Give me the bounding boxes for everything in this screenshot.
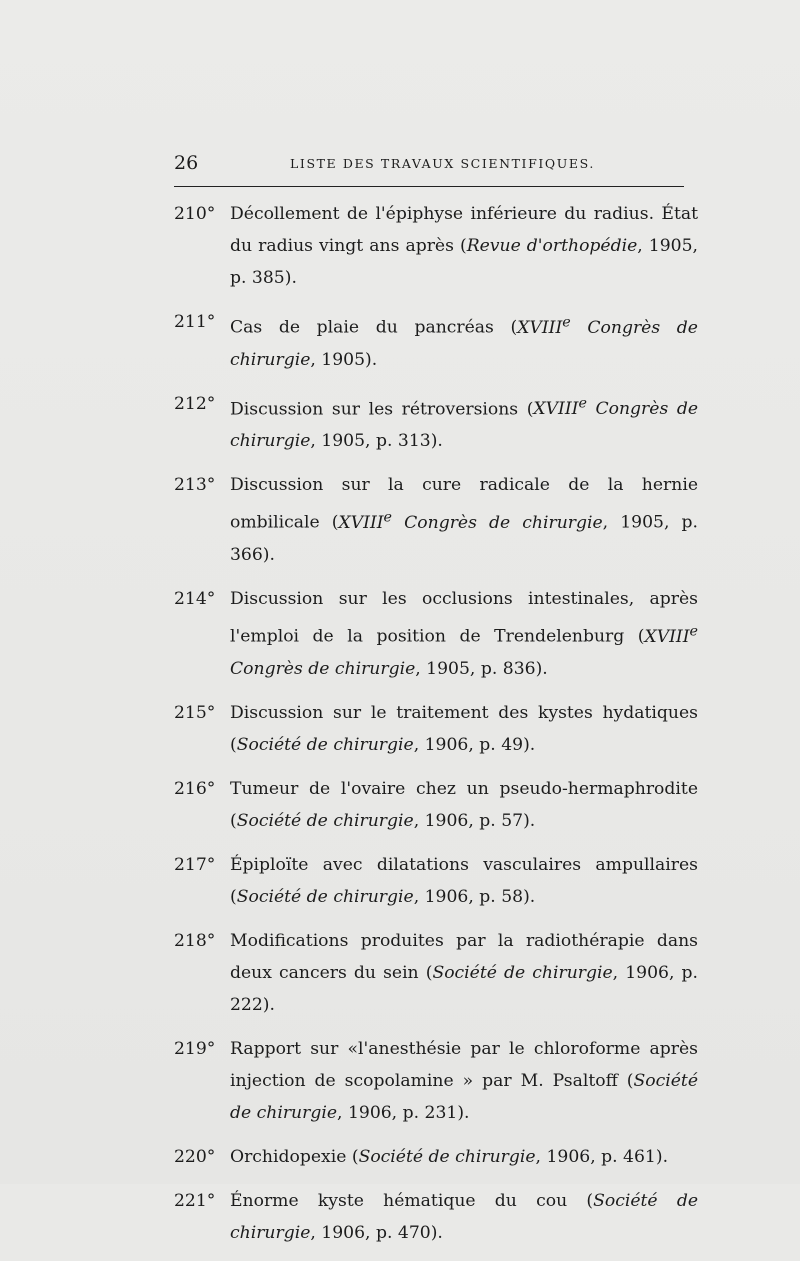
entry-number: 211°: [174, 312, 216, 332]
list-item: [174, 925, 698, 1021]
entry-text: Discussion sur la cure radicale de la hernie ombilicale (XVIIIe Congrès de chirurgie, 1905, p. 366).: [230, 475, 698, 566]
running-title: LISTE DES TRAVAUX SCIENTIFIQUES.: [290, 156, 595, 171]
entry-number: 217°: [174, 854, 216, 875]
entry-text: Épiploïte avec dilatations vasculaires ampullaires (Société de chirurgie, 1906, p. 58).: [230, 854, 698, 907]
list-item: [174, 306, 698, 376]
list-item: [174, 583, 698, 685]
entry-text: Discussion sur les occlusions intestinales, après l'emploi de la position de Trendelenburg (XVIIIe Congrès de chirurgie, 1905, p. 836).: [230, 589, 698, 679]
list-item: [174, 1141, 698, 1173]
entry-number: 215°: [174, 702, 216, 723]
entry-number: 219°: [174, 1038, 216, 1059]
entry-number: 220°: [174, 1146, 216, 1167]
entry-number: 210°: [174, 204, 216, 224]
entry-text: Discussion sur les rétroversions (XVIIIe Congrès de chirurgie, 1905, p. 313).: [230, 395, 698, 452]
list-item: [174, 198, 698, 294]
list-item: [174, 849, 698, 913]
entry-list: [174, 198, 698, 1261]
entry-number: 214°: [174, 589, 216, 610]
list-item: [174, 388, 698, 458]
entry-number: 218°: [174, 930, 216, 951]
entry-number: 216°: [174, 778, 216, 799]
entry-number: 212°: [174, 393, 216, 414]
entry-text: Modifications produites par la radiothérapie dans deux cancers du sein (Société de chirurgie, 1906, p. 222).: [230, 930, 698, 1015]
entry-text: Tumeur de l'ovaire chez un pseudo-hermaphrodite (Société de chirurgie, 1906, p. 57).: [230, 778, 698, 831]
list-item: [174, 1033, 698, 1129]
page-header: [174, 152, 694, 180]
entry-text: Rapport sur «l'anesthésie par le chloroforme après injection de scopolamine » par M. Psaltoff (Société de chirurgie, 1906, p. 231).: [230, 1038, 698, 1123]
entry-text: Énorme kyste hématique du cou (Société de chirurgie, 1906, p. 470).: [230, 1190, 698, 1243]
entry-text: Décollement de l'épiphyse inférieure du radius. État du radius vingt ans après (Revue d'orthopédie, 1905, p. 385).: [230, 204, 698, 288]
entry-number: 213°: [174, 475, 216, 496]
list-item: [174, 773, 698, 837]
entry-text: Cas de plaie du pancréas (XVIIIe Congrès de chirurgie, 1905).: [230, 314, 698, 370]
entry-text: Orchidopexie (Société de chirurgie, 1906, p. 461).: [230, 1146, 669, 1167]
header-rule: [174, 186, 684, 187]
page-number: 26: [174, 152, 199, 174]
entry-number: 221°: [174, 1190, 216, 1211]
entry-text: Discussion sur le traitement des kystes hydatiques (Société de chirurgie, 1906, p. 49).: [230, 702, 698, 755]
list-item: [174, 469, 698, 571]
list-item: [174, 697, 698, 761]
list-item: [174, 1185, 698, 1249]
